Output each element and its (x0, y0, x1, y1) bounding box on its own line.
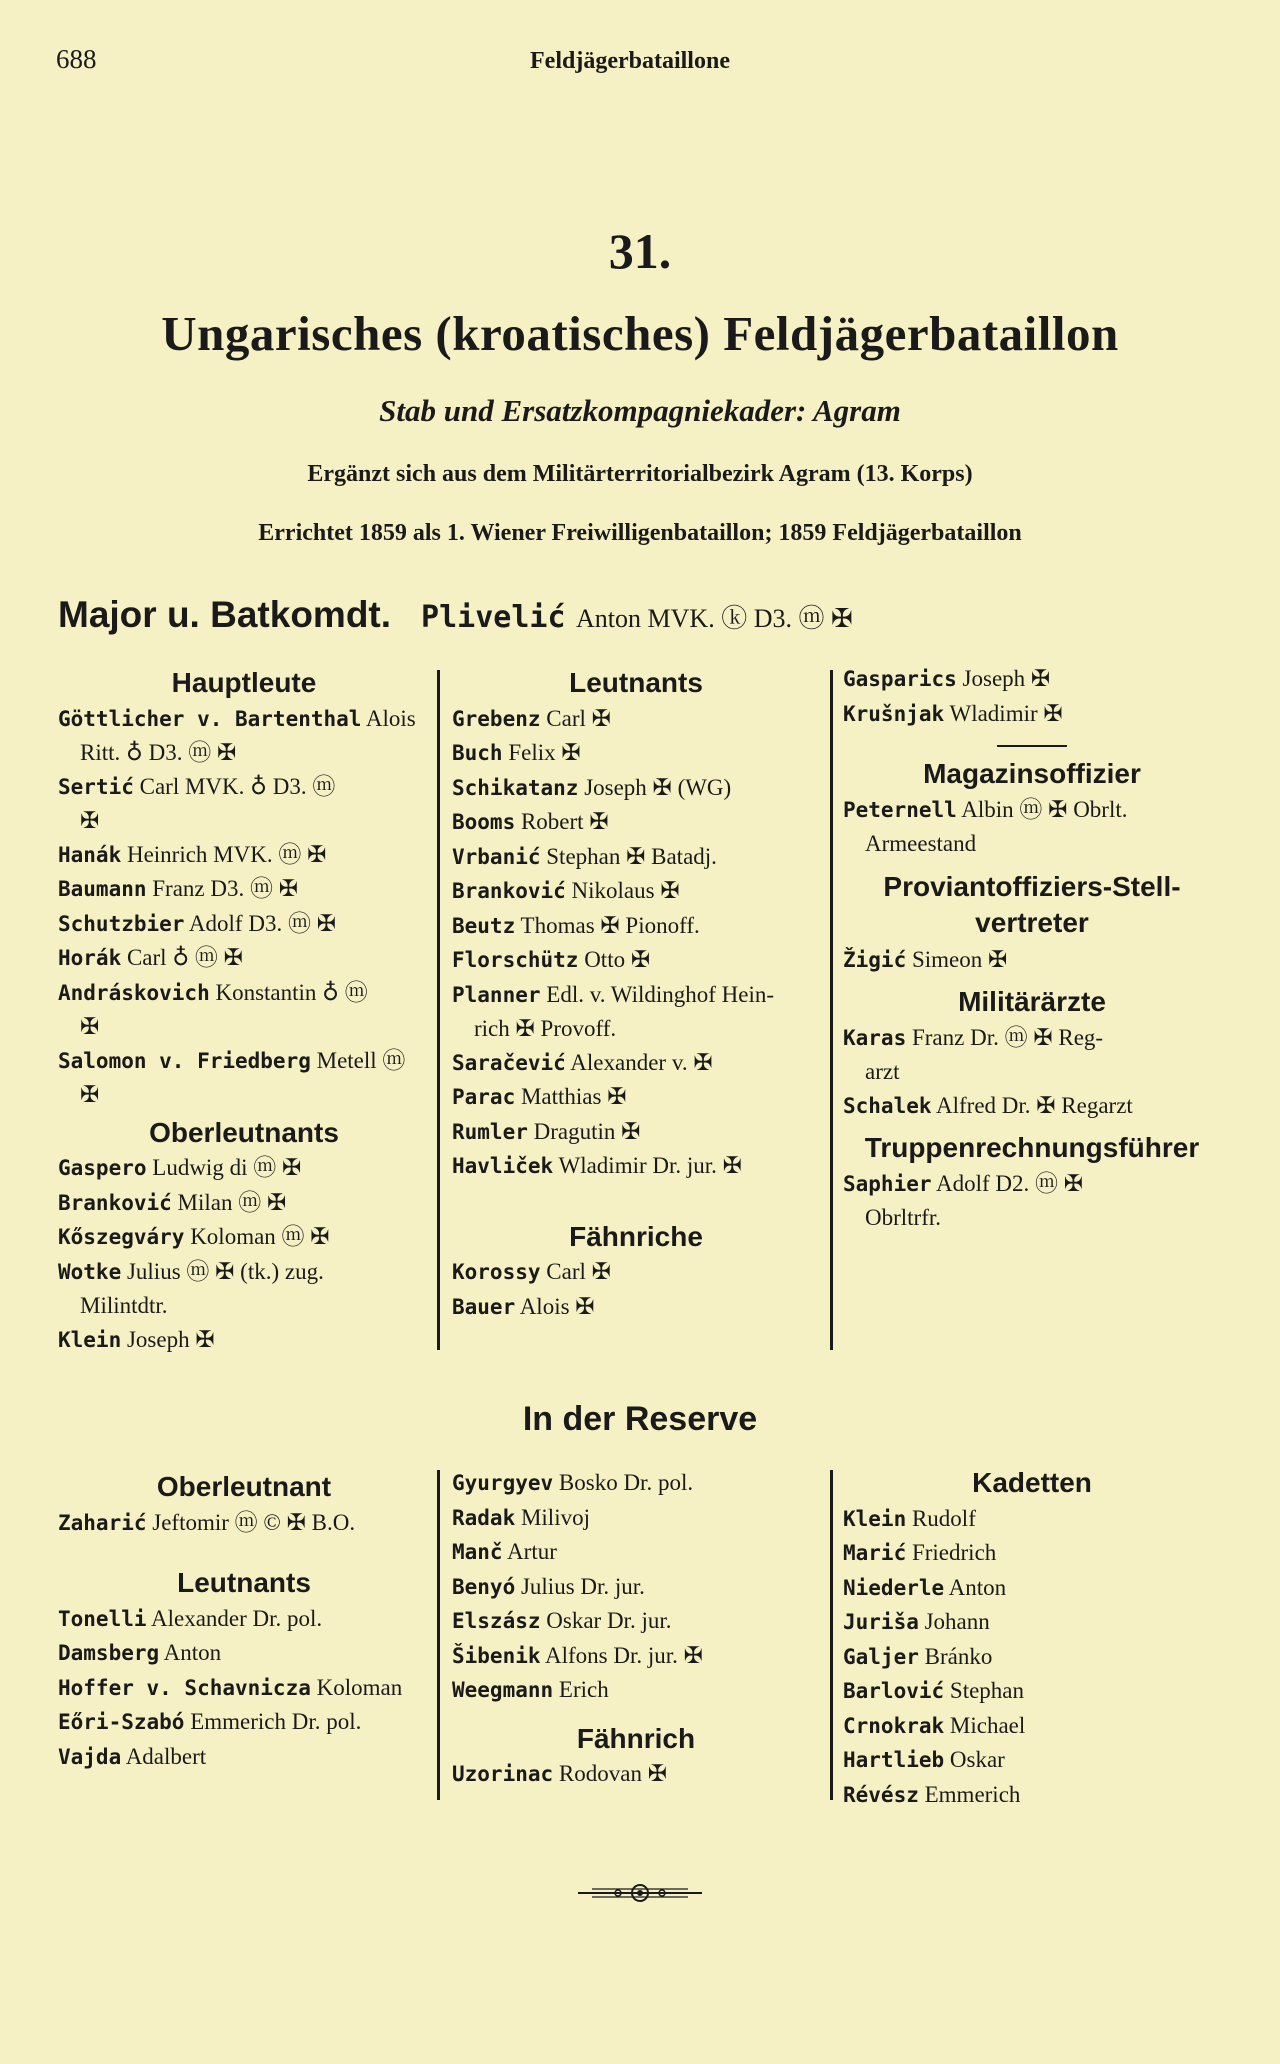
entry-surname: Gyurgyev (452, 1471, 554, 1495)
entry-surname: Radak (452, 1505, 516, 1530)
entry-details: Oskar (944, 1747, 1005, 1772)
heading-aerzte: Militärärzte (958, 986, 1106, 1017)
heading-leutnants: Leutnants (569, 667, 703, 698)
entry-surname: Karas (843, 1025, 907, 1050)
entry-details: Julius Dr. jur. (515, 1573, 645, 1599)
list-item (452, 1046, 820, 1081)
major-label: Major u. Batkomdt. (58, 594, 392, 635)
heading-kadetten: Kadetten (972, 1467, 1092, 1498)
entry-details: rich ✠ Provoff. (474, 1016, 617, 1041)
entry-details: Stephan (944, 1678, 1025, 1703)
entry-surname: Hanák (58, 842, 122, 867)
entry-details: Rudolf (906, 1505, 976, 1531)
entry-details: Alfred Dr. ✠ Regarzt (931, 1092, 1133, 1118)
entry-details: Alois (361, 705, 416, 731)
entry-details: ✠ (80, 1014, 100, 1039)
list-item (452, 1501, 820, 1536)
list-item (58, 804, 430, 838)
list-item (452, 1757, 820, 1792)
entry-surname: Korossy (452, 1260, 541, 1284)
subtitle: Stab und Ersatzkompagniekader: Agram (379, 393, 901, 428)
list-oberleutnants (58, 1151, 430, 1357)
list-item (58, 1323, 430, 1358)
entry-surname: Gaspero (58, 1156, 147, 1180)
entry-details: Obrltrfr. (865, 1205, 942, 1230)
entry-details: Stephan ✠ Batadj. (540, 843, 717, 869)
entry-surname: Hoffer v. Schavnicza (58, 1675, 311, 1700)
entry-surname: Eőri-Szabó (58, 1710, 185, 1734)
entry-details: Bosko Dr. pol. (553, 1470, 694, 1495)
entry-surname: Florschütz (452, 948, 579, 972)
entry-surname: Schikatanz (452, 775, 579, 800)
entry-details: Konstantin ♁ ⓜ (209, 979, 368, 1005)
list-aerzte (843, 1021, 1221, 1124)
list-item (58, 907, 430, 942)
entry-details: Adolf D2. ⓜ ✠ (931, 1170, 1084, 1196)
heading-faehnrich: Fähnrich (576, 1722, 696, 1754)
entry-details: Dragutin ✠ (527, 1118, 641, 1144)
recruitment-line: Ergänzt sich aus dem Militärterritorialbezirk Agram (13. Korps) (307, 461, 973, 487)
list-item (452, 1255, 820, 1290)
column-3 (843, 662, 1221, 1235)
heading-oberleutnant: Oberleutnant (156, 1471, 332, 1502)
entry-surname: Benyó (452, 1574, 516, 1599)
entry-surname: Parac (452, 1085, 516, 1109)
entry-surname: Booms (452, 810, 516, 834)
entry-details: Carl ✠ (540, 705, 611, 731)
entry-surname: Havliček (452, 1154, 554, 1178)
list-item (843, 1571, 1221, 1606)
entry-details: Oskar Dr. jur. (540, 1608, 672, 1633)
entry-surname: Manč (452, 1540, 503, 1564)
list-item (843, 1502, 1221, 1537)
entry-surname: Klein (843, 1506, 907, 1531)
entry-details: Emmerich (918, 1781, 1021, 1807)
entry-details: Milan ⓜ ✠ (171, 1189, 287, 1215)
entry-details: Koloman ⓜ ✠ (184, 1224, 330, 1249)
heading-proviant: Proviantoffiziers-Stell-vertreter (883, 870, 1181, 938)
list-item (58, 702, 430, 737)
list-item (843, 662, 1221, 697)
list-item (452, 1639, 820, 1674)
list-item (843, 1201, 1221, 1235)
short-rule (997, 745, 1067, 747)
entry-details: Franz D3. ⓜ ✠ (146, 876, 299, 901)
entry-details: Ritt. ♁ D3. ⓜ ✠ (80, 740, 237, 765)
entry-details: Carl ♁ ⓜ ✠ (121, 945, 243, 970)
entry-details: arzt (865, 1059, 900, 1084)
entry-surname: Tonelli (58, 1606, 147, 1631)
entry-details: Anton (159, 1640, 222, 1665)
entry-details: Michael (944, 1712, 1026, 1738)
entry-surname: Sertić (58, 774, 134, 799)
entry-details: Joseph ✠ (956, 666, 1051, 691)
list-item (58, 1740, 430, 1775)
list-item (452, 805, 820, 840)
entry-details: Johann (918, 1609, 990, 1634)
entry-details: Thomas ✠ Pionoff. (515, 912, 700, 938)
entry-details: Armeestand (865, 831, 977, 856)
list-item (58, 1078, 430, 1112)
entry-details: Robert ✠ (515, 809, 609, 834)
entry-details: Adalbert (121, 1743, 207, 1769)
entry-details: Koloman (310, 1674, 403, 1700)
section-number: 31. (608, 223, 672, 279)
list-item (452, 1080, 820, 1115)
entry-details: Edl. v. Wildinghof Hein- (540, 981, 775, 1007)
entry-surname: Kőszegváry (58, 1225, 185, 1249)
list-item (452, 736, 820, 771)
list-item (58, 1506, 430, 1541)
entry-surname: Horák (58, 946, 122, 970)
list-item (58, 838, 430, 873)
heading-faehnriche: Fähnriche (569, 1220, 703, 1252)
entry-surname: Salomon v. Friedberg (58, 1048, 311, 1073)
entry-surname: Elszász (452, 1609, 541, 1633)
entry-details: ✠ (80, 1082, 100, 1107)
list-item (843, 1778, 1221, 1813)
column-1 (58, 666, 430, 1357)
entry-surname: Vrbanić (452, 844, 541, 869)
list-item (452, 1115, 820, 1150)
entry-surname: Vajda (58, 1744, 122, 1769)
list-truppen (843, 1167, 1221, 1235)
entry-details: Friedrich (906, 1540, 997, 1565)
list-item (843, 1709, 1221, 1744)
list-item (452, 840, 820, 875)
entry-details: Julius ⓜ ✠ (tk.) zug. (121, 1258, 324, 1284)
list-item (58, 1636, 430, 1671)
list-item (843, 1605, 1221, 1640)
entry-details: Metell ⓜ (310, 1047, 406, 1073)
list-reserve-leutnants (58, 1602, 430, 1775)
list-item (58, 1010, 430, 1044)
entry-details: Alois ✠ (515, 1293, 595, 1319)
column-divider (437, 670, 440, 1350)
heading-magazin: Magazinsoffizier (923, 758, 1141, 789)
list-item (843, 1536, 1221, 1571)
entry-surname: Bauer (452, 1294, 516, 1319)
list-item (843, 697, 1221, 732)
list-item (58, 1220, 430, 1255)
list-item (58, 1255, 430, 1290)
entry-details: Heinrich MVK. ⓜ ✠ (121, 841, 327, 867)
entry-surname: Révész (843, 1782, 919, 1807)
entry-surname: Grebenz (452, 706, 541, 731)
entry-details: Jeftomir ⓜ © ✠ B.O. (146, 1509, 356, 1535)
list-proviant (843, 943, 1221, 978)
list-item (58, 1671, 430, 1706)
page-title: Ungarisches (kroatisches) Feldjägerbataillon (161, 306, 1119, 361)
entry-details: Otto ✠ (578, 947, 651, 972)
column-divider (830, 670, 833, 1350)
list-item (452, 1290, 820, 1325)
entry-details: Erich (553, 1677, 609, 1702)
reserve-column-2 (452, 1466, 820, 1792)
entry-surname: Baumann (58, 877, 147, 901)
entry-surname: Crnokrak (843, 1713, 945, 1738)
entry-surname: Peternell (843, 797, 957, 822)
reserve-column-1 (58, 1470, 430, 1774)
entry-details: Matthias ✠ (515, 1084, 627, 1109)
column-divider (830, 1470, 833, 1800)
entry-details: Franz Dr. ⓜ ✠ Reg- (906, 1024, 1104, 1050)
list-kadetten (843, 1502, 1221, 1813)
page-number: 688 (56, 44, 97, 74)
list-item (452, 1535, 820, 1570)
entry-surname: Beutz (452, 913, 516, 938)
list-item (452, 1466, 820, 1501)
entry-surname: Rumler (452, 1119, 528, 1144)
entry-details: Anton (944, 1574, 1007, 1600)
entry-details: ✠ (80, 808, 100, 833)
heading-truppen: Truppenrechnungsführer (864, 1132, 1200, 1163)
list-item (452, 1149, 820, 1184)
entry-surname: Göttlicher v. Bartenthal (58, 706, 362, 731)
list-magazin (843, 793, 1221, 861)
reserve-column-3 (843, 1466, 1221, 1812)
list-item (58, 736, 430, 770)
list-item (58, 1151, 430, 1186)
running-title: Feldjägerbataillone (530, 48, 730, 74)
list-item (58, 1044, 430, 1079)
list-item (843, 827, 1221, 861)
entry-details: Emmerich Dr. pol. (184, 1709, 362, 1734)
list-item (452, 1570, 820, 1605)
entry-details: Albin ⓜ ✠ Obrlt. (956, 796, 1128, 822)
list-top (843, 662, 1221, 731)
list-item (843, 1640, 1221, 1675)
list-item (58, 941, 430, 976)
entry-surname: Zaharić (58, 1510, 147, 1535)
list-item (452, 771, 820, 806)
entry-details: Carl ✠ (540, 1259, 611, 1284)
entry-surname: Wotke (58, 1259, 122, 1284)
list-item (843, 1089, 1221, 1124)
entry-surname: Schalek (843, 1093, 932, 1118)
list-hauptleute (58, 702, 430, 1112)
list-leutnants (452, 702, 820, 1184)
major-line (58, 594, 853, 636)
heading-hauptleute: Hauptleute (171, 667, 317, 698)
list-item (452, 1604, 820, 1639)
list-oberleutnant (58, 1506, 430, 1541)
entry-surname: Hartlieb (843, 1748, 945, 1772)
entry-surname: Schutzbier (58, 911, 185, 936)
entry-details: Nikolaus ✠ (565, 878, 680, 903)
heading-oberleutnants: Oberleutnants (149, 1116, 339, 1148)
entry-details: Alexander Dr. pol. (146, 1605, 323, 1631)
entry-details: Milintdtr. (80, 1293, 168, 1318)
list-reserve-entries (452, 1466, 820, 1708)
entry-surname: Šibenik (452, 1643, 541, 1668)
entry-details: Carl MVK. ♁ D3. ⓜ (133, 773, 336, 799)
list-item (452, 1012, 820, 1046)
list-item (452, 874, 820, 909)
entry-details: Alexander v. ✠ (565, 1049, 713, 1075)
entry-surname: Planner (452, 982, 541, 1007)
list-item (452, 1673, 820, 1708)
entry-details: Adolf D3. ⓜ ✠ (184, 910, 336, 936)
list-item (452, 943, 820, 978)
entry-surname: Branković (58, 1190, 172, 1215)
list-item (843, 1055, 1221, 1089)
list-item (58, 976, 430, 1011)
list-item (58, 872, 430, 907)
entry-surname: Žigić (843, 947, 907, 972)
list-item (58, 1602, 430, 1637)
entry-details: Wladimir Dr. jur. ✠ (553, 1153, 742, 1178)
entry-details: Felix ✠ (502, 740, 581, 765)
list-item (843, 1743, 1221, 1778)
entry-surname: Gasparics (843, 667, 957, 691)
entry-surname: Juriša (843, 1610, 919, 1634)
entry-details: Simeon ✠ (906, 946, 1008, 972)
founding-line: Errichtet 1859 als 1. Wiener Freiwilligenbataillon; 1859 Feldjägerbataillon (258, 520, 1022, 546)
entry-surname: Weegmann (452, 1678, 554, 1702)
column-divider (437, 1470, 440, 1800)
entry-surname: Saphier (843, 1171, 932, 1196)
list-faehnriche (452, 1255, 820, 1324)
major-details: Anton MVK. ⓚ D3. ⓜ ✠ (576, 604, 853, 633)
entry-surname: Klein (58, 1327, 122, 1352)
list-item (843, 1167, 1221, 1202)
list-faehnrich (452, 1757, 820, 1792)
major-name: Plivelić (421, 600, 566, 635)
entry-details: Ludwig di ⓜ ✠ (146, 1155, 302, 1180)
list-item (843, 943, 1221, 978)
list-item (58, 1289, 430, 1323)
entry-surname: Niederle (843, 1575, 945, 1600)
entry-surname: Barlović (843, 1679, 945, 1703)
entry-surname: Saračević (452, 1050, 566, 1075)
entry-surname: Andráskovich (58, 980, 210, 1005)
list-item (58, 1705, 430, 1740)
entry-details: Milivoj (515, 1504, 590, 1530)
entry-details: Alfons Dr. jur. ✠ (540, 1642, 703, 1668)
reserve-heading: In der Reserve (522, 1400, 758, 1438)
list-item (843, 1674, 1221, 1709)
entry-surname: Branković (452, 879, 566, 903)
entry-details: Joseph ✠ (121, 1326, 215, 1352)
ornament-icon (578, 1882, 702, 1904)
entry-surname: Buch (452, 741, 503, 765)
heading-reserve-leutnants: Leutnants (177, 1567, 311, 1598)
entry-surname: Marić (843, 1541, 907, 1565)
list-item (452, 702, 820, 737)
column-2 (452, 666, 820, 1324)
entry-surname: Uzorinac (452, 1762, 554, 1786)
list-item (58, 770, 430, 805)
list-item (843, 1021, 1221, 1056)
entry-details: Wladimir ✠ (944, 700, 1063, 726)
entry-surname: Damsberg (58, 1641, 160, 1665)
entry-details: Artur (502, 1539, 557, 1564)
entry-details: Joseph ✠ (WG) (578, 774, 732, 800)
entry-details: Bránko (918, 1643, 993, 1669)
list-item (58, 1186, 430, 1221)
list-item (452, 909, 820, 944)
list-item (452, 978, 820, 1013)
entry-details: Rodovan ✠ (553, 1761, 667, 1786)
entry-surname: Krušnjak (843, 701, 945, 726)
list-item (843, 793, 1221, 828)
entry-surname: Galjer (843, 1644, 919, 1669)
